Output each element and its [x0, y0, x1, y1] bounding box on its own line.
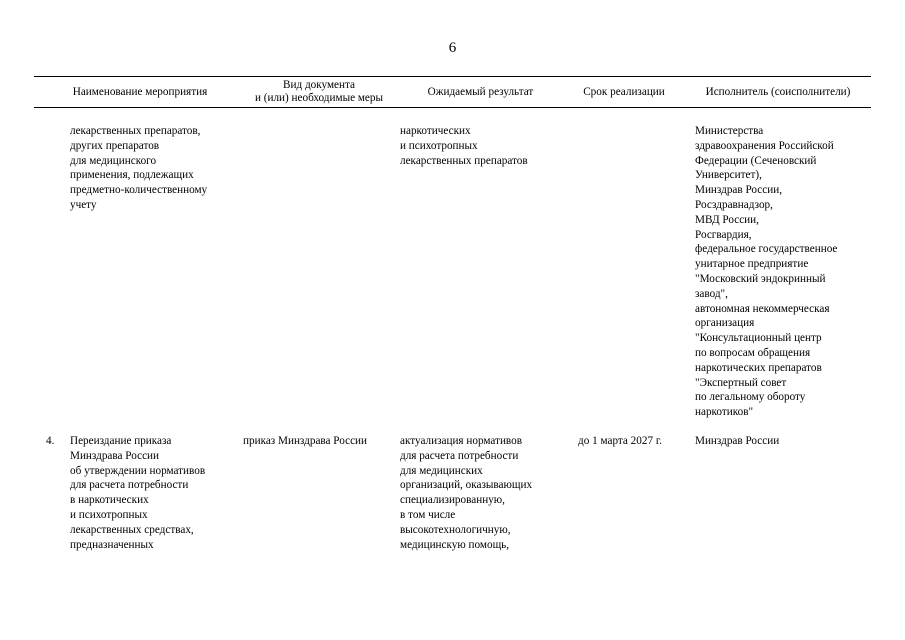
cell-line: наркотиков" — [695, 406, 754, 419]
row-2-name — [70, 434, 205, 552]
cell-line: завод", — [695, 287, 728, 300]
cell-line: в наркотических — [70, 494, 149, 507]
cell-line: Переиздание приказа — [70, 435, 172, 447]
cell-line: наркотических препаратов — [695, 361, 822, 374]
cell-line: Минздрав России, — [695, 184, 782, 197]
cell-line: в том числе — [400, 508, 456, 521]
header-name — [40, 77, 240, 107]
cell-line: Минздрава России — [70, 449, 160, 462]
cell-line: высокотехнологичную, — [400, 523, 511, 536]
cell-line: специализированную, — [400, 494, 505, 507]
row-2-result — [400, 434, 532, 552]
cell-line: Минздрав России — [695, 435, 780, 447]
cell-line: Росгвардия, — [695, 228, 752, 241]
row-1-executor — [695, 124, 837, 420]
cell-line: Росздравнадзор, — [695, 198, 773, 211]
cell-line: "Консультационный центр — [695, 332, 822, 345]
header-term-label: Срок реализации — [583, 85, 665, 98]
header-term — [563, 77, 685, 107]
cell-line: организаций, оказывающих — [400, 479, 533, 492]
row-1-name — [70, 124, 207, 213]
cell-line: Министерства — [695, 125, 764, 137]
cell-line: и психотропных — [70, 508, 148, 521]
cell-line: предметно-количественному — [70, 184, 208, 197]
cell-line: применения, подлежащих — [70, 169, 194, 182]
cell-line: МВД России, — [695, 213, 759, 226]
cell-line: учету — [70, 198, 97, 211]
header-result — [398, 77, 563, 107]
cell-line: здравоохранения Российской — [695, 139, 834, 152]
cell-line: "Экспертный совет — [695, 376, 787, 389]
cell-line: организация — [695, 317, 755, 330]
cell-line: для медицинского — [70, 154, 157, 167]
cell-line: для расчета потребности — [400, 449, 519, 462]
header-doc — [240, 77, 398, 107]
row-2-executor — [695, 434, 779, 449]
row-2-doc: приказ Минздрава России — [243, 435, 368, 447]
cell-line: актуализация нормативов — [400, 435, 523, 447]
cell-line: других препаратов — [70, 139, 160, 152]
cell-line: для расчета потребности — [70, 479, 189, 492]
cell-line: по вопросам обращения — [695, 346, 811, 359]
cell-line: по легальному обороту — [695, 391, 806, 404]
row-1-result — [400, 124, 528, 168]
cell-line: автономная некоммерческая — [695, 302, 830, 315]
cell-line: и психотропных — [400, 139, 478, 152]
cell-line: наркотических — [400, 125, 471, 137]
page-number: 6 — [448, 40, 457, 56]
cell-line: для медицинских — [400, 464, 483, 477]
cell-line: об утверждении нормативов — [70, 464, 206, 477]
cell-line: лекарственных препаратов, — [70, 125, 201, 137]
cell-line: лекарственных средствах, — [70, 523, 194, 536]
cell-line: унитарное предприятие — [695, 258, 809, 271]
cell-line: медицинскую помощь, — [400, 538, 510, 551]
table-header-rule — [34, 107, 871, 108]
header-executor — [685, 77, 871, 107]
cell-line: предназначенных — [70, 538, 154, 551]
header-doc-line: Вид документа — [283, 79, 355, 91]
header-doc-label — [255, 79, 383, 105]
header-result-label: Ожидаемый результат — [427, 85, 534, 98]
cell-line: "Московский эндокринный — [695, 272, 826, 285]
header-executor-label: Исполнитель (соисполнители) — [705, 85, 851, 98]
row-2-number: 4. — [46, 435, 55, 447]
row-2-term: до 1 марта 2027 г. — [578, 435, 662, 447]
header-name-label: Наименование мероприятия — [72, 85, 208, 98]
cell-line: федеральное государственное — [695, 243, 838, 256]
cell-line: Федерации (Сеченовский — [695, 154, 817, 167]
header-doc-line: и (или) необходимые меры — [254, 92, 384, 104]
cell-line: Университет), — [695, 169, 762, 182]
cell-line: лекарственных препаратов — [400, 154, 528, 167]
